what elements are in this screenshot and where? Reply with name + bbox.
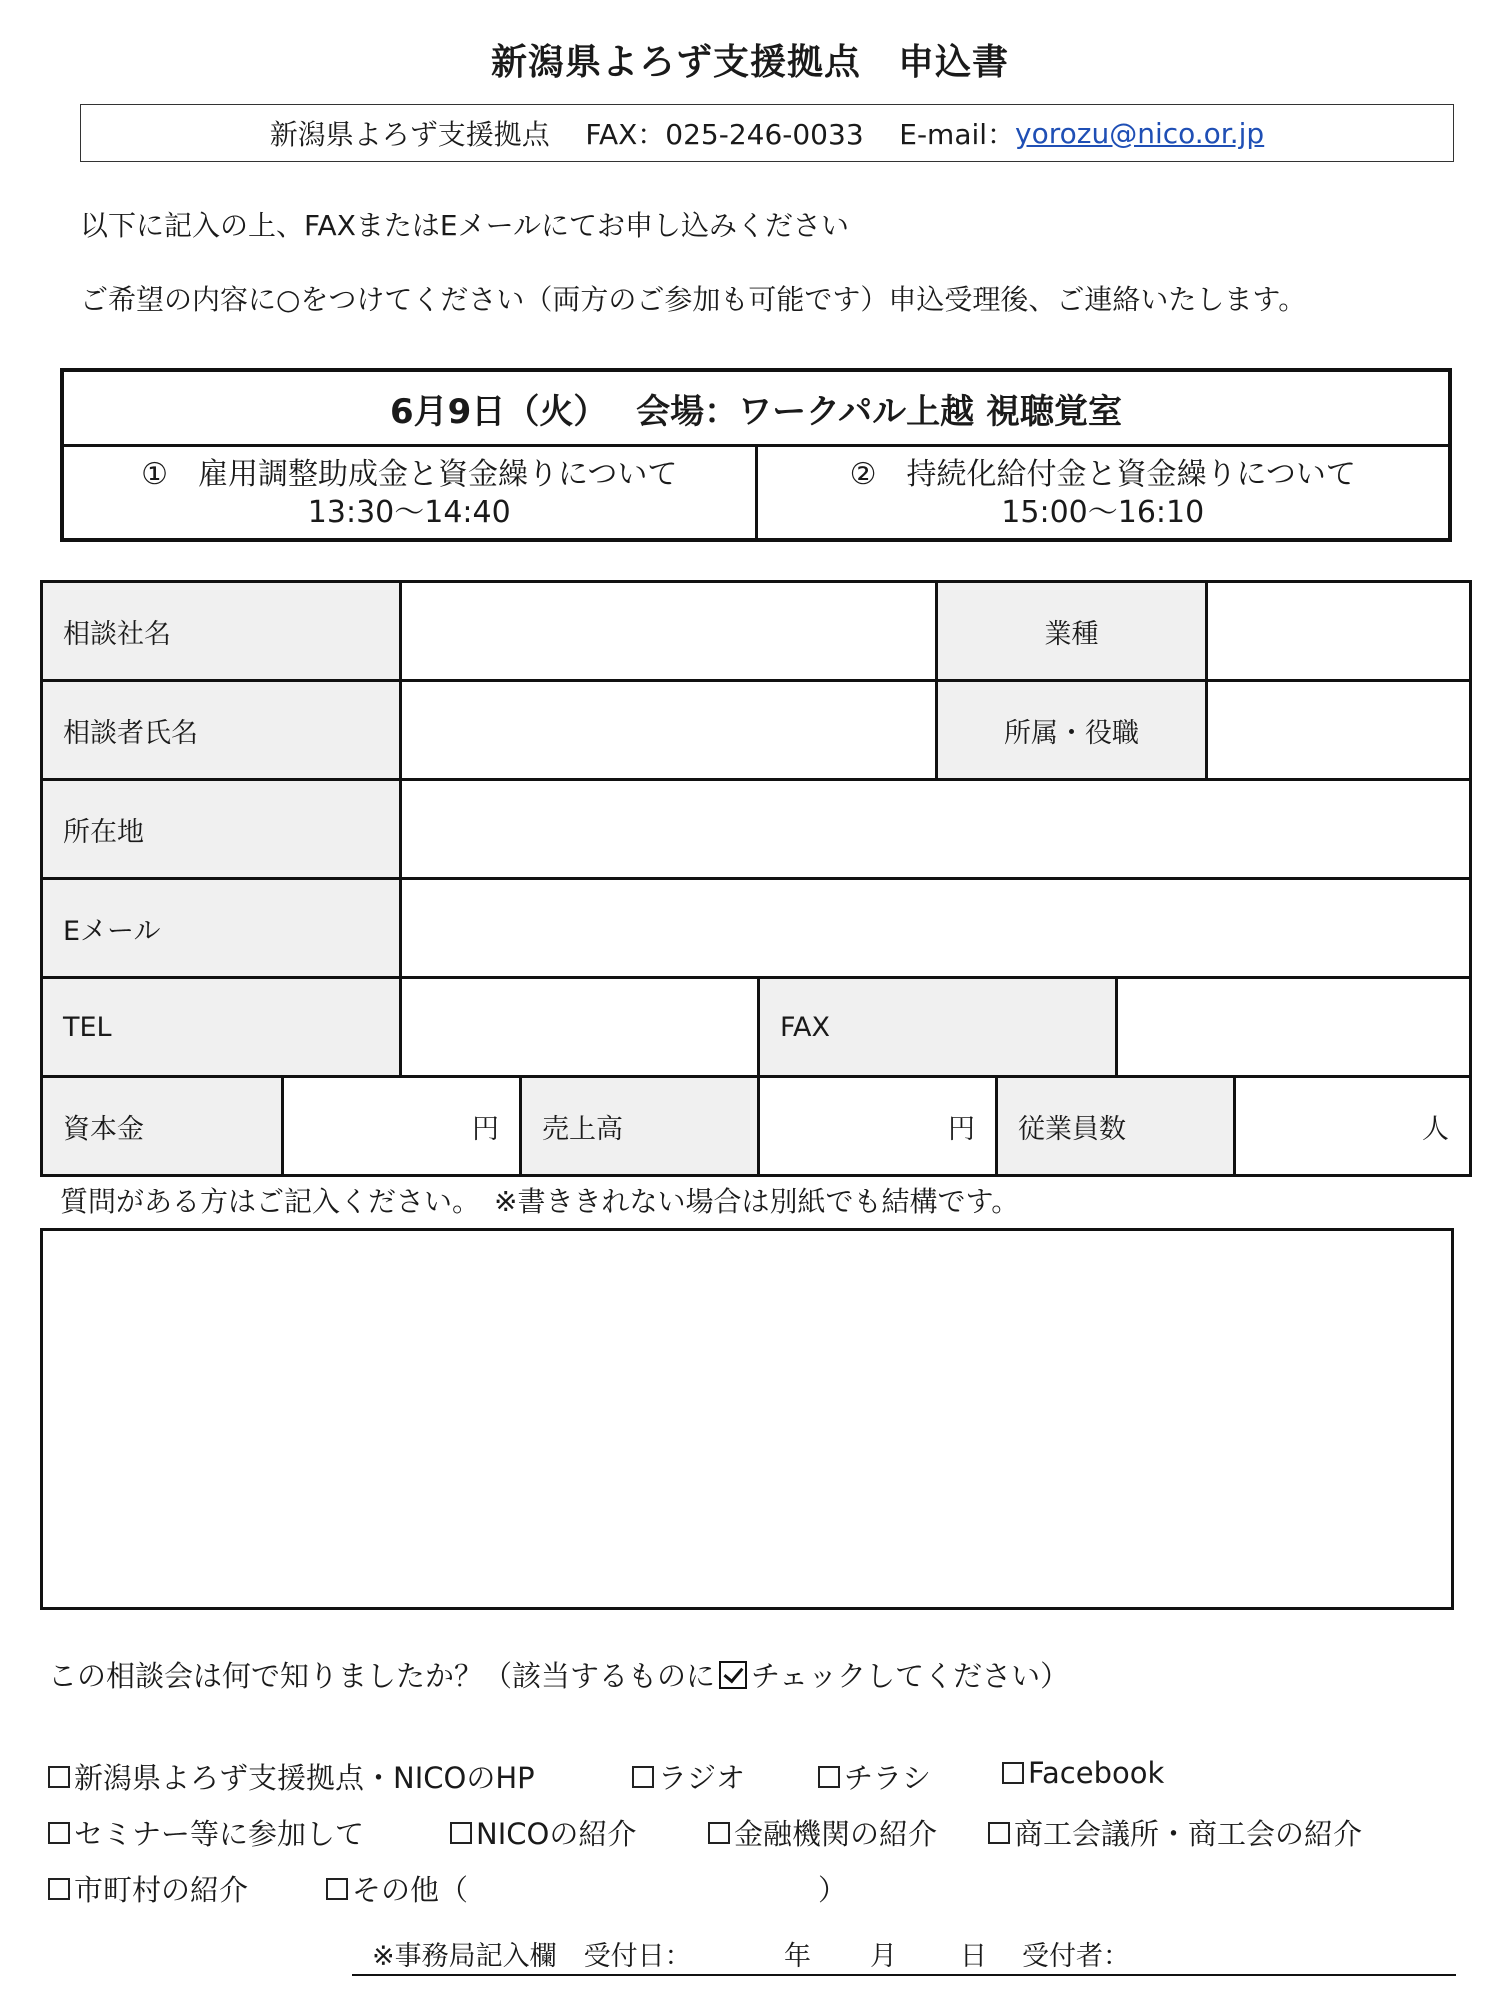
option-nico-intro[interactable]: NICOの紹介: [450, 1812, 636, 1853]
checkbox-icon: [988, 1822, 1010, 1844]
tel-label: TEL: [43, 979, 399, 1075]
person-name-label: 相談者氏名: [43, 682, 399, 778]
contact-org: 新潟県よろず支援拠点: [269, 118, 550, 151]
fax-field[interactable]: [1115, 979, 1469, 1075]
how-heard-question: [48, 1654, 1069, 1695]
session-option-1[interactable]: [64, 447, 755, 541]
checkmark-icon: [719, 1661, 747, 1689]
session-option-2[interactable]: [755, 447, 1449, 541]
fax-label: FAX: [757, 979, 1115, 1075]
application-form: [40, 580, 1472, 1177]
session-header: 6月9日（火） 会場：ワークパル上越 視聴覚室: [64, 372, 1448, 447]
contact-box: [80, 104, 1454, 162]
option-bank-intro[interactable]: 金融機関の紹介: [708, 1812, 937, 1853]
how-heard-suffix: チェックしてください）: [751, 1659, 1070, 1693]
industry-label: 業種: [935, 583, 1205, 679]
office-use-month: 月: [870, 1941, 897, 1972]
address-label: 所在地: [43, 781, 399, 877]
question-note: 質問がある方はご記入ください。 ※書ききれない場合は別紙でも結構です。: [60, 1185, 1020, 1218]
option-seminar[interactable]: セミナー等に参加して: [48, 1812, 364, 1853]
sales-field[interactable]: [757, 1078, 995, 1174]
office-use-day: 日: [960, 1941, 987, 1972]
session-option-title: ① 雇用調整助成金と資金繰りについて: [141, 457, 678, 492]
contact-email-label: E-mail：: [899, 118, 1016, 151]
office-use-receiver: 受付者：: [1022, 1941, 1130, 1972]
company-name-label: 相談社名: [43, 583, 399, 679]
email-field[interactable]: [399, 880, 1469, 976]
checkbox-icon: [48, 1766, 70, 1788]
checkbox-icon: [708, 1822, 730, 1844]
option-radio[interactable]: ラジオ: [632, 1756, 745, 1797]
option-flyer[interactable]: チラシ: [818, 1756, 931, 1797]
option-city-intro[interactable]: 市町村の紹介: [48, 1868, 248, 1909]
employees-label: 従業員数: [995, 1078, 1233, 1174]
position-field[interactable]: [1205, 682, 1469, 778]
question-textarea[interactable]: [40, 1228, 1454, 1610]
option-other-close: ）: [818, 1873, 848, 1907]
position-label: 所属・役職: [935, 682, 1205, 778]
instruction-line-2: ご希望の内容に○をつけてください（両方のご参加も可能です）申込受理後、ご連絡いたします。: [80, 283, 1307, 316]
address-field[interactable]: [399, 781, 1469, 877]
sales-label: 売上高: [519, 1078, 757, 1174]
contact-fax: FAX：025-246-0033: [585, 118, 864, 151]
office-use-section: [352, 1934, 1456, 1976]
option-facebook[interactable]: Facebook: [1002, 1756, 1164, 1790]
checkbox-icon: [48, 1822, 70, 1844]
office-use-year: 年: [784, 1941, 811, 1972]
page-title: 新潟県よろず支援拠点 申込書: [490, 42, 1009, 83]
email-link[interactable]: yorozu@nico.or.jp: [1015, 116, 1265, 150]
option-chamber-intro[interactable]: 商工会議所・商工会の紹介: [988, 1812, 1362, 1853]
how-heard-prefix: この相談会は何で知りましたか？（該当するものに: [48, 1659, 716, 1693]
yen-unit: 円: [948, 1113, 975, 1145]
checkbox-icon: [450, 1822, 472, 1844]
office-use-label: ※事務局記入欄 受付日：: [372, 1941, 692, 1972]
yen-unit: 円: [472, 1113, 499, 1145]
session-option-time: 13:30～14:40: [307, 495, 511, 530]
industry-field[interactable]: [1205, 583, 1469, 679]
session-table: [60, 368, 1452, 542]
email-label: Eメール: [43, 880, 399, 976]
checkbox-icon: [326, 1878, 348, 1900]
session-option-time: 15:00～16:10: [1001, 495, 1205, 530]
capital-field[interactable]: [281, 1078, 519, 1174]
option-other[interactable]: その他（: [326, 1868, 468, 1909]
instruction-line-1: 以下に記入の上、FAXまたはEメールにてお申し込みください: [80, 209, 850, 242]
checkbox-icon: [632, 1766, 654, 1788]
option-hp[interactable]: 新潟県よろず支援拠点・NICOのHP: [48, 1756, 535, 1797]
checkbox-icon: [818, 1766, 840, 1788]
checkbox-icon: [48, 1878, 70, 1900]
session-option-title: ② 持続化給付金と資金繰りについて: [849, 457, 1356, 492]
person-unit: 人: [1422, 1113, 1449, 1145]
person-name-field[interactable]: [399, 682, 935, 778]
employees-field[interactable]: [1233, 1078, 1469, 1174]
tel-field[interactable]: [399, 979, 757, 1075]
company-name-field[interactable]: [399, 583, 935, 679]
capital-label: 資本金: [43, 1078, 281, 1174]
checkbox-icon: [1002, 1762, 1024, 1784]
